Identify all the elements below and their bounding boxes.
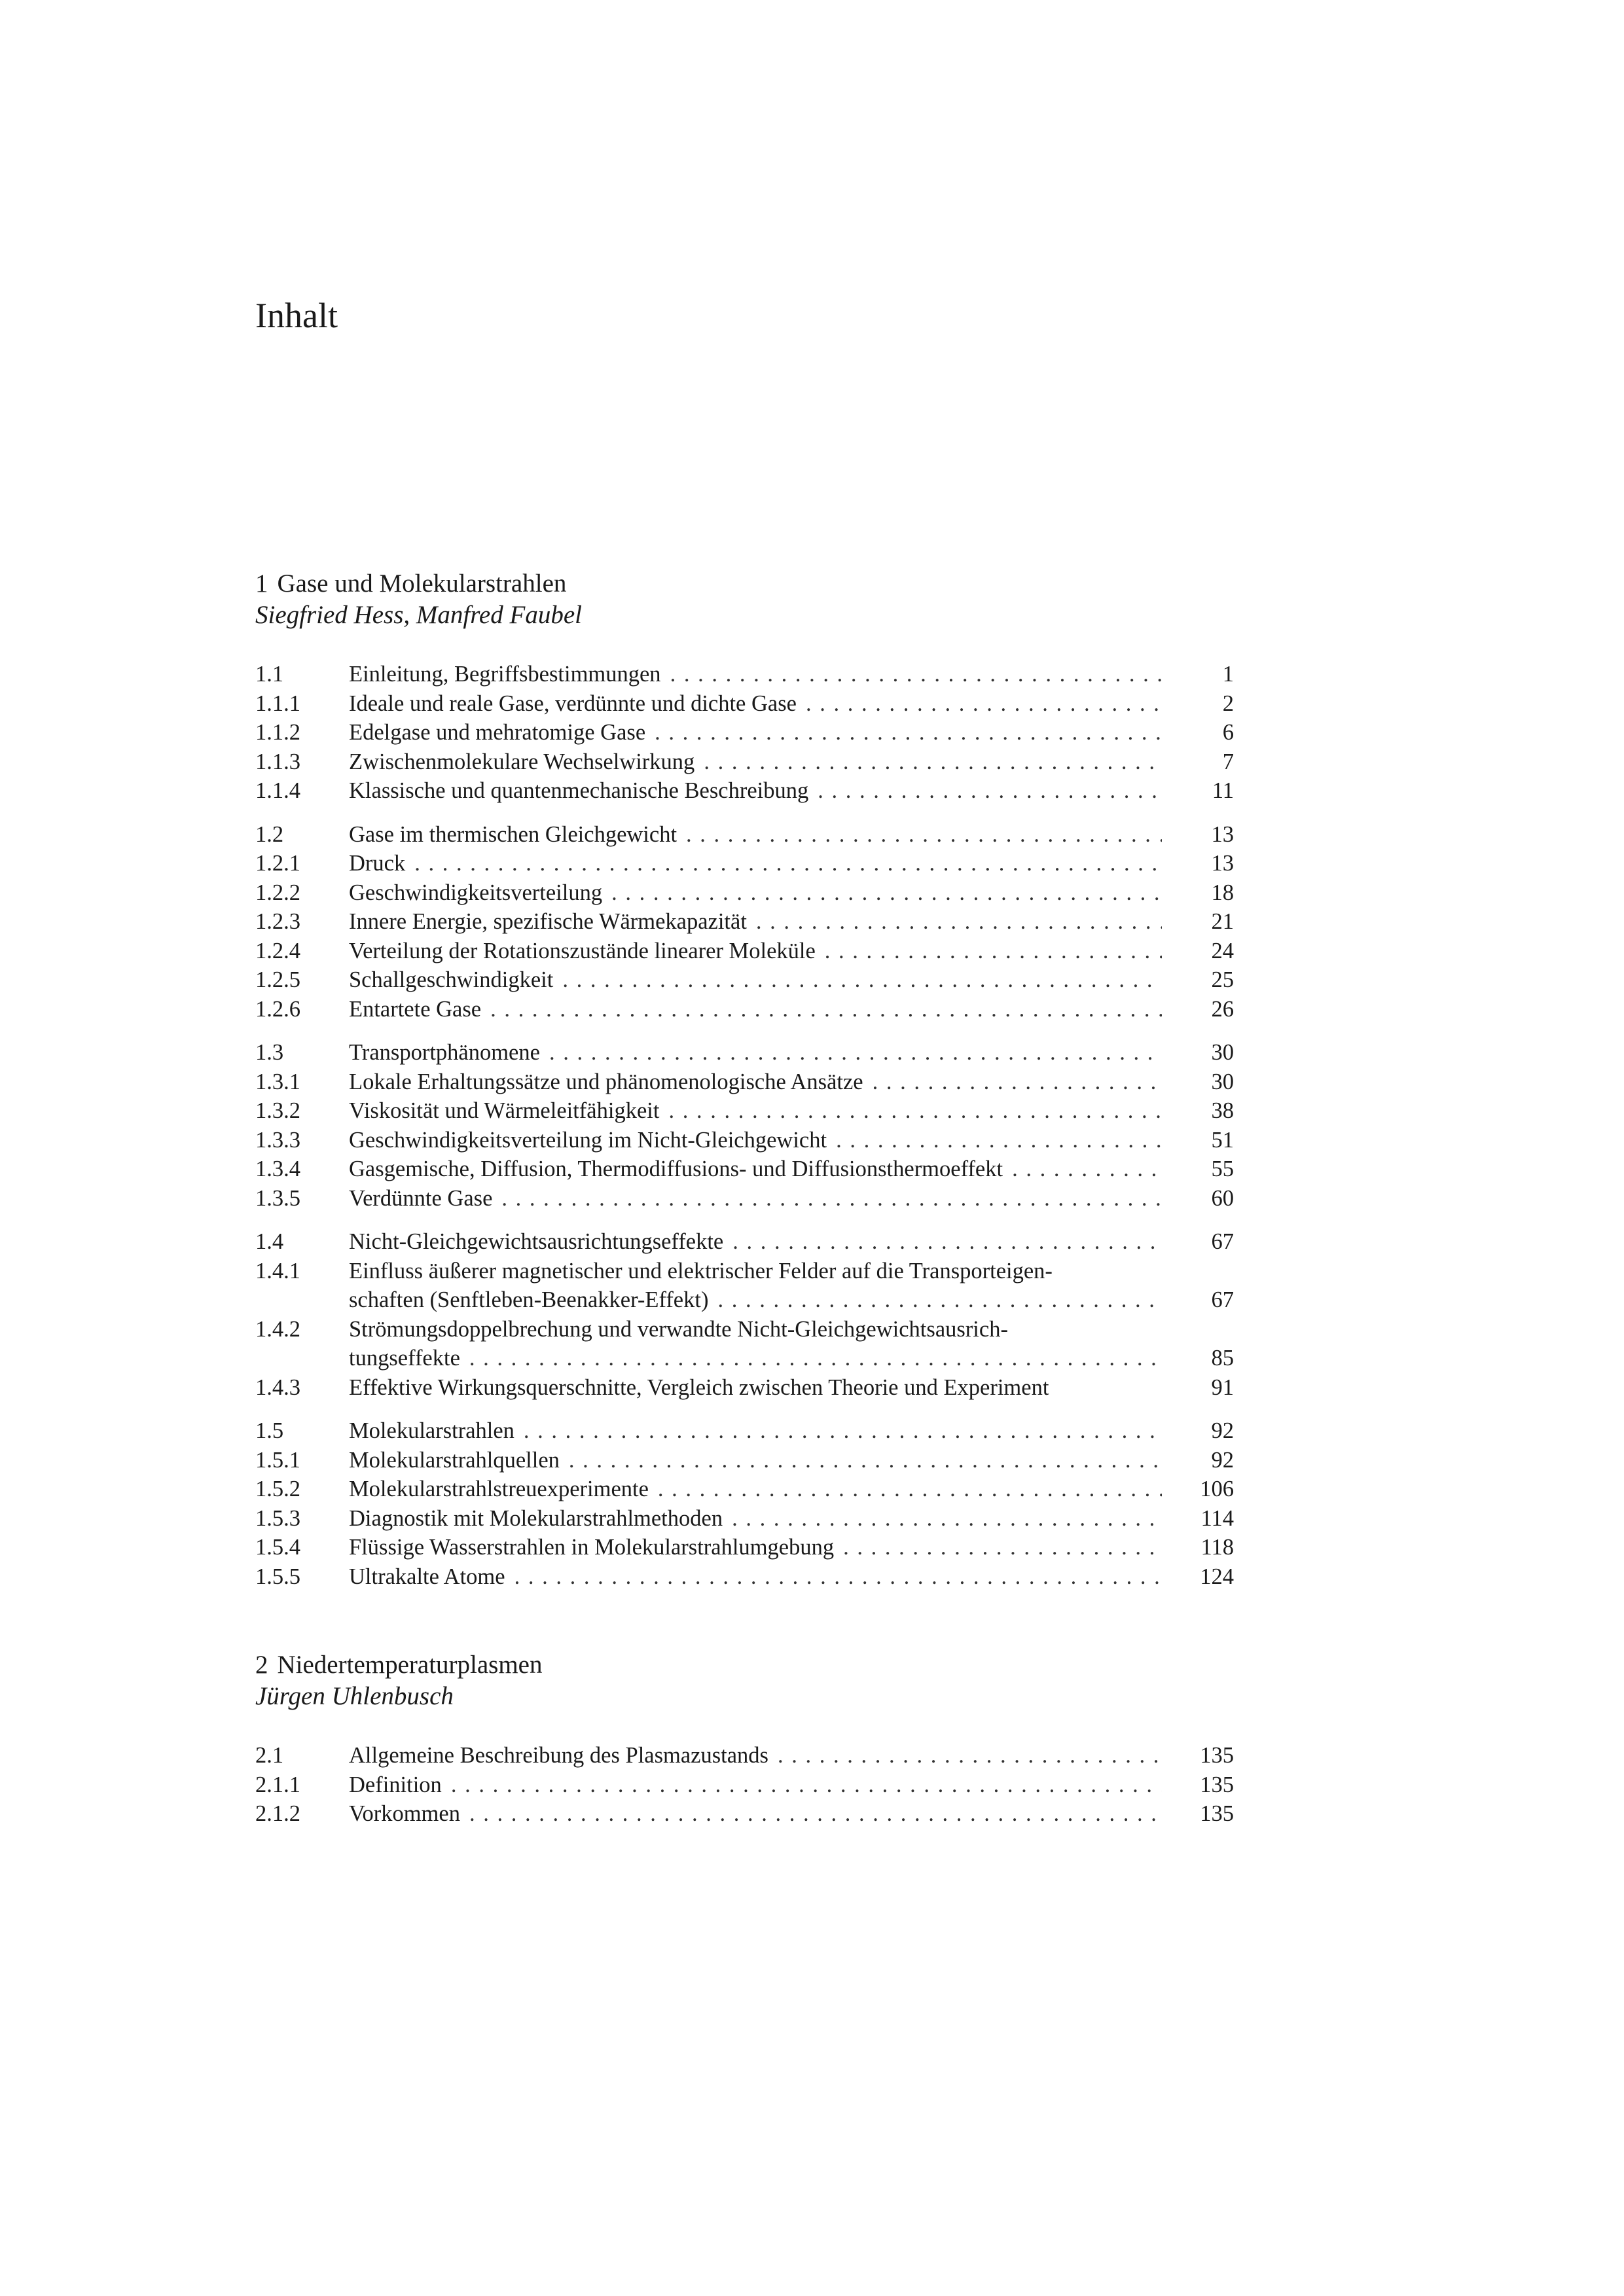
page-number: 18 (1211, 880, 1234, 905)
toc-entry[interactable] (255, 1257, 1234, 1315)
section-number: 1.2 (255, 821, 284, 847)
chapter-title (255, 1649, 1234, 1681)
toc-entry[interactable] (255, 937, 1234, 966)
section-number: 1.2.5 (255, 967, 300, 992)
section-number: 1.1.4 (255, 778, 300, 803)
chapter-title-text: Gase und Molekularstrahlen (277, 569, 567, 598)
toc-entry[interactable] (255, 1067, 1234, 1097)
toc-entry[interactable] (255, 1799, 1234, 1829)
section-title: Diagnostik mit Molekularstrahlmethoden (349, 1505, 723, 1531)
toc-entry[interactable] (255, 1504, 1234, 1534)
toc-entry[interactable] (255, 878, 1234, 908)
toc-entry[interactable] (255, 1562, 1234, 1592)
toc-entry[interactable] (255, 1184, 1234, 1213)
dot-leader (414, 849, 1162, 878)
section-title: Verteilung der Rotationszustände linearer Moleküle (349, 938, 816, 963)
section-title: Druck (349, 851, 406, 876)
page-number: 85 (1211, 1346, 1234, 1371)
section-number: 1.5.2 (255, 1477, 300, 1501)
section-title: Zwischenmolekulare Wechselwirkung (349, 749, 695, 774)
page-number: 26 (1211, 996, 1234, 1022)
section-title: Verdünnte Gase (349, 1185, 493, 1211)
chapter-authors: Siegfried Hess, Manfred Faubel (255, 601, 582, 629)
page-number: 135 (1200, 1743, 1234, 1768)
page-number: 30 (1211, 1040, 1234, 1065)
section-number: 1.3 (255, 1040, 284, 1065)
toc-entry[interactable] (255, 718, 1234, 747)
chapter-title (255, 568, 1234, 600)
dot-leader (756, 907, 1162, 937)
dot-leader (658, 1475, 1162, 1504)
dot-leader (843, 1533, 1162, 1562)
chapter-title-text: Niedertemperaturplasmen (277, 1651, 543, 1679)
dot-leader (562, 965, 1162, 995)
section-title: Gasgemische, Diffusion, Thermodiffusions- und Diffusionsthermoeffekt (349, 1157, 1003, 1181)
dot-leader (717, 1285, 1162, 1315)
section-number: 1.5.4 (255, 1535, 300, 1560)
page-number: 92 (1211, 1447, 1234, 1473)
section-title: Transportphänomene (349, 1040, 540, 1065)
dot-leader (778, 1741, 1162, 1770)
section-title: Geschwindigkeitsverteilung (349, 880, 603, 905)
page-number: 67 (1211, 1229, 1234, 1254)
section-number: 1.5 (255, 1418, 284, 1443)
toc-entry[interactable] (255, 1155, 1234, 1184)
section-title: Einleitung, Begriffsbestimmungen (349, 662, 661, 687)
dot-leader (501, 1184, 1162, 1213)
toc-entry[interactable] (255, 820, 1234, 850)
page-number: 1 (1222, 662, 1234, 687)
section-title: Molekularstrahlquellen (349, 1447, 560, 1473)
dot-leader (1012, 1155, 1162, 1184)
page-number: 135 (1200, 1772, 1234, 1797)
section-number: 1.1 (255, 662, 284, 687)
page-number: 6 (1222, 720, 1234, 745)
toc-entry[interactable] (255, 776, 1234, 806)
section-number: 1.3.2 (255, 1098, 300, 1123)
toc-entry[interactable] (255, 1315, 1234, 1373)
section-number: 1.3.3 (255, 1127, 300, 1153)
section-number: 1.2.6 (255, 996, 300, 1022)
toc-entry[interactable] (255, 1741, 1234, 1770)
section-number: 1.4.3 (255, 1374, 300, 1400)
page-number: 2 (1222, 691, 1234, 716)
chapter-number: 1 (255, 569, 268, 598)
toc-section-group (255, 1416, 1234, 1591)
section-title: Strömungsdoppelbrechung und verwandte Nicht-Gleichgewichtsausrich- (349, 1316, 1008, 1342)
section-title: Definition (349, 1772, 442, 1797)
section-number: 1.3.4 (255, 1157, 300, 1181)
page-number: 135 (1200, 1801, 1234, 1826)
dot-leader (514, 1562, 1162, 1592)
dot-leader (836, 1126, 1162, 1155)
dot-leader (686, 820, 1162, 850)
page-number: 24 (1211, 938, 1234, 963)
page-number: 114 (1200, 1505, 1234, 1531)
toc-entry[interactable] (255, 747, 1234, 777)
page-number: 11 (1212, 778, 1234, 803)
toc-section-group (255, 820, 1234, 1024)
toc-section-group (255, 660, 1234, 806)
page-number: 51 (1211, 1127, 1234, 1153)
chapter-number: 2 (255, 1651, 268, 1679)
toc-entry[interactable] (255, 1446, 1234, 1475)
section-title: Vorkommen (349, 1801, 460, 1826)
section-number: 2.1 (255, 1743, 284, 1768)
dot-leader (704, 747, 1162, 777)
section-title: tungseffekte (349, 1346, 460, 1371)
section-title: Einfluss äußerer magnetischer und elektrischer Felder auf die Transporteigen- (349, 1258, 1053, 1283)
section-number: 1.3.1 (255, 1069, 300, 1094)
section-number: 1.1.1 (255, 691, 300, 716)
page-number: 21 (1211, 909, 1234, 934)
section-title: schaften (Senftleben-Beenakker-Effekt) (349, 1287, 709, 1312)
toc-entry[interactable] (255, 1373, 1234, 1403)
page-number: 25 (1211, 967, 1234, 992)
section-number: 1.2.3 (255, 909, 300, 934)
section-number: 1.2.4 (255, 938, 300, 963)
section-number: 1.1.3 (255, 749, 300, 774)
page-number: 92 (1211, 1418, 1234, 1443)
toc-entry[interactable] (255, 1533, 1234, 1562)
toc-section-group (255, 1741, 1234, 1829)
section-title: Schallgeschwindigkeit (349, 967, 554, 992)
section-title: Effektive Wirkungsquerschnitte, Vergleich zwischen Theorie und Experiment (349, 1374, 1049, 1400)
section-title: Gase im thermischen Gleichgewicht (349, 821, 677, 847)
toc-entry[interactable] (255, 1227, 1234, 1257)
section-title: Edelgase und mehratomige Gase (349, 720, 646, 745)
page-number: 38 (1211, 1098, 1234, 1123)
section-number: 1.3.5 (255, 1185, 300, 1211)
toc-entry[interactable] (255, 995, 1234, 1024)
section-number: 1.4.2 (255, 1316, 300, 1342)
dot-leader (825, 937, 1162, 966)
dot-leader (469, 1799, 1162, 1829)
chapter-authors: Jürgen Uhlenbusch (255, 1682, 454, 1710)
section-title: Ultrakalte Atome (349, 1564, 505, 1589)
page-number: 7 (1222, 749, 1234, 774)
toc-entry[interactable] (255, 907, 1234, 937)
section-title: Allgemeine Beschreibung des Plasmazustands (349, 1743, 768, 1768)
section-number: 1.5.1 (255, 1447, 300, 1473)
dot-leader (818, 776, 1162, 806)
dot-leader (873, 1067, 1162, 1097)
page-number: 55 (1211, 1157, 1234, 1181)
dot-leader (732, 1227, 1162, 1257)
page-title: Inhalt (255, 296, 338, 335)
dot-leader (655, 718, 1162, 747)
toc-entries (255, 660, 1234, 1591)
toc-entry[interactable] (255, 1096, 1234, 1126)
section-title: Ideale und reale Gase, verdünnte und dichte Gase (349, 691, 797, 716)
chapter-2 (255, 1649, 1234, 1843)
toc-entry[interactable] (255, 965, 1234, 995)
toc-entry[interactable] (255, 849, 1234, 878)
toc-entries (255, 1741, 1234, 1829)
dot-leader (732, 1504, 1162, 1534)
section-title: Nicht-Gleichgewichtsausrichtungseffekte (349, 1229, 724, 1254)
toc-entry[interactable] (255, 1416, 1234, 1446)
dot-leader (451, 1770, 1162, 1800)
section-number: 2.1.2 (255, 1801, 300, 1826)
page-number: 106 (1200, 1477, 1234, 1501)
dot-leader (490, 995, 1162, 1024)
section-title: Lokale Erhaltungssätze und phänomenologische Ansätze (349, 1069, 863, 1094)
page-number: 60 (1211, 1185, 1234, 1211)
section-number: 1.5.3 (255, 1505, 300, 1531)
dot-leader (469, 1344, 1162, 1373)
section-title: Klassische und quantenmechanische Beschreibung (349, 778, 809, 803)
section-title: Viskosität und Wärmeleitfähigkeit (349, 1098, 660, 1123)
page-number: 67 (1211, 1287, 1234, 1312)
toc-entry[interactable] (255, 1038, 1234, 1067)
section-number: 2.1.1 (255, 1772, 300, 1797)
section-number: 1.5.5 (255, 1564, 300, 1589)
toc-section-group (255, 1038, 1234, 1213)
toc-entry[interactable] (255, 1475, 1234, 1504)
page-number: 91 (1211, 1374, 1234, 1400)
dot-leader (806, 689, 1162, 719)
section-title: Molekularstrahlen (349, 1418, 514, 1443)
section-number: 1.2.2 (255, 880, 300, 905)
dot-leader (611, 878, 1162, 908)
dot-leader (549, 1038, 1162, 1067)
toc-entry[interactable] (255, 1126, 1234, 1155)
page-number: 118 (1200, 1535, 1234, 1560)
section-title: Molekularstrahlstreuexperimente (349, 1477, 649, 1501)
section-number: 1.4 (255, 1229, 284, 1254)
chapter-1 (255, 568, 1234, 1605)
section-title: Geschwindigkeitsverteilung im Nicht-Gleichgewicht (349, 1127, 827, 1153)
dot-leader (569, 1446, 1162, 1475)
dot-leader (524, 1416, 1162, 1446)
page-number: 124 (1200, 1564, 1234, 1589)
toc-entry[interactable] (255, 689, 1234, 719)
section-number: 1.4.1 (255, 1258, 300, 1283)
toc-entry[interactable] (255, 1770, 1234, 1800)
page-number: 13 (1211, 851, 1234, 876)
section-title: Flüssige Wasserstrahlen in Molekularstrahlumgebung (349, 1535, 835, 1560)
section-number: 1.2.1 (255, 851, 300, 876)
dot-leader (670, 660, 1162, 689)
dot-leader (668, 1096, 1162, 1126)
toc-entry[interactable] (255, 660, 1234, 689)
section-title: Innere Energie, spezifische Wärmekapazität (349, 909, 747, 934)
page-number: 30 (1211, 1069, 1234, 1094)
toc-section-group (255, 1227, 1234, 1402)
section-title: Entartete Gase (349, 996, 482, 1022)
section-number: 1.1.2 (255, 720, 300, 745)
page-number: 13 (1211, 821, 1234, 847)
